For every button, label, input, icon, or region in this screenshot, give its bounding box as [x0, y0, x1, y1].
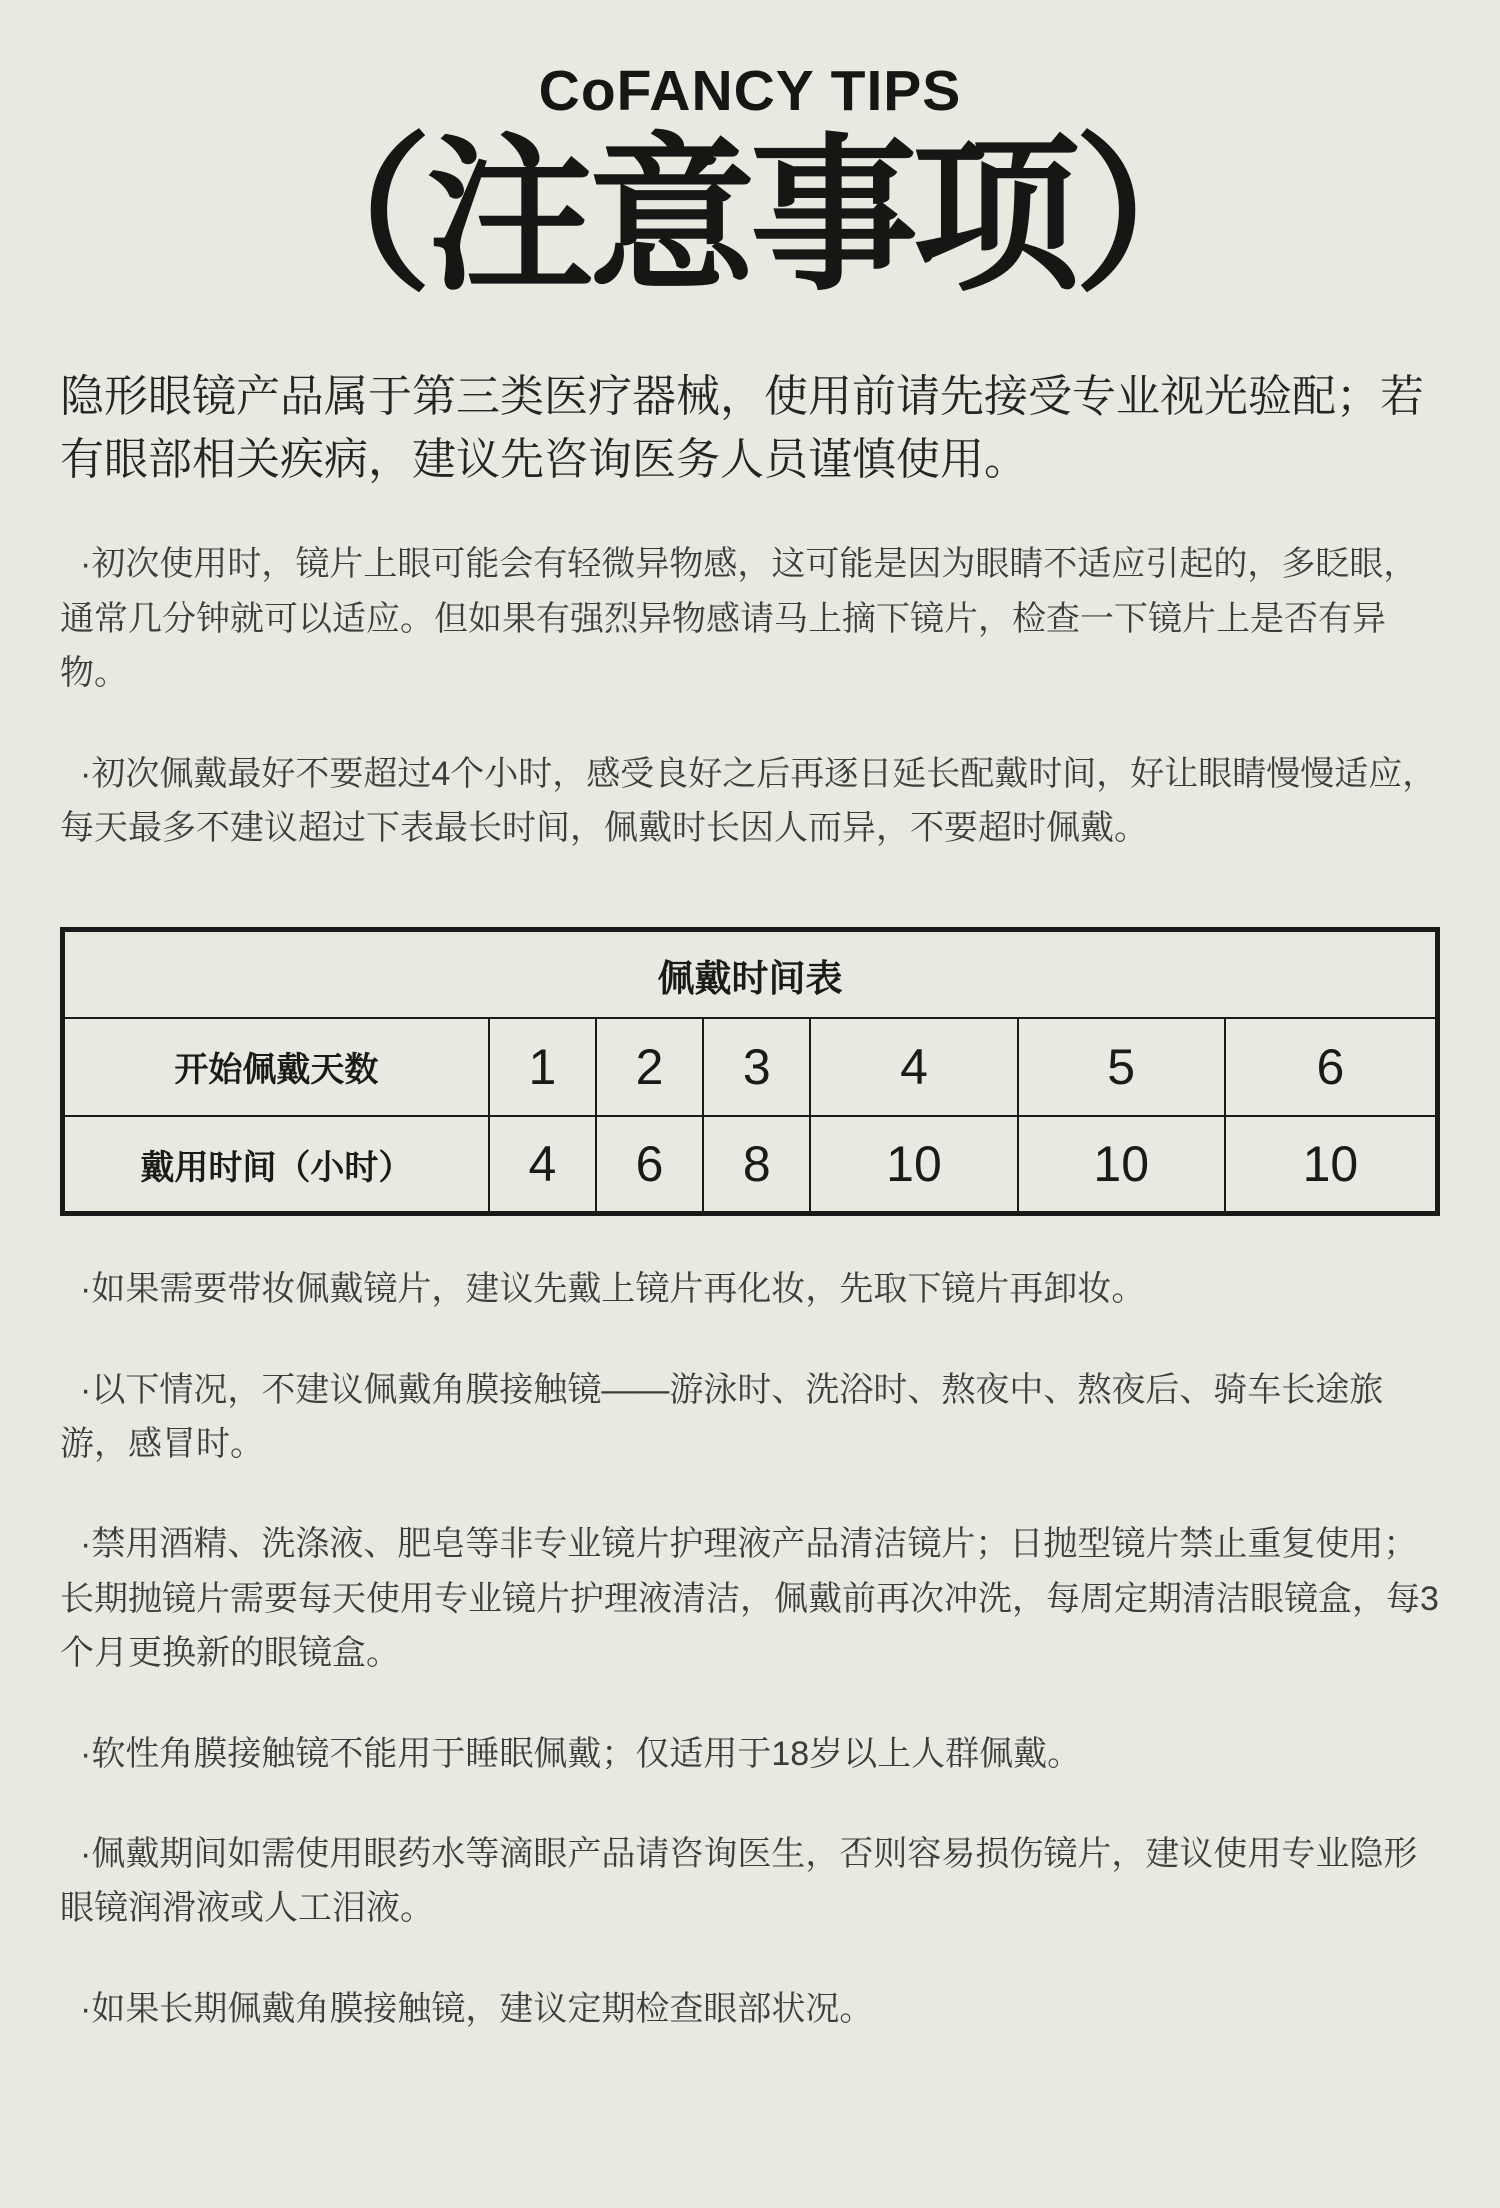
wearing-time-table [60, 927, 1440, 1216]
intro-paragraph: 隐形眼镜产品属于第三类医疗器械，使用前请先接受专业视光验配；若有眼部相关疾病，建议先咨询医务人员谨慎使用。 [60, 372, 1424, 484]
tips-before-table [60, 537, 1440, 855]
tip-item-regular-checkup: ·如果长期佩戴角膜接触镜，建议定期检查眼部状况。 [80, 1989, 874, 2028]
day-value: 5 [1018, 1018, 1225, 1116]
hour-value: 10 [810, 1116, 1017, 1214]
brand-title: CoFANCY TIPS [538, 59, 962, 123]
day-value: 4 [810, 1018, 1017, 1116]
hour-value: 4 [489, 1116, 596, 1214]
tip-item-avoid-situations: ·以下情况，不建议佩戴角膜接触镜——游泳时、洗浴时、熬夜中、熬夜后、骑车长途旅游，感冒时。 [60, 1370, 1384, 1464]
tip-item-eye-drops: ·佩戴期间如需使用眼药水等滴眼产品请咨询医生，否则容易损伤镜片，建议使用专业隐形眼镜润滑液或人工泪液。 [60, 1835, 1418, 1928]
tip-item-sleep-age: ·软性角膜接触镜不能用于睡眠佩戴；仅适用于18岁以上人群佩戴。 [80, 1734, 1082, 1773]
hour-value: 10 [1018, 1116, 1225, 1214]
tip-item-cleaning: ·禁用酒精、洗涤液、肥皂等非专业镜片护理液产品清洁镜片；日抛型镜片禁止重复使用；长期抛镜片需要每天使用专业镜片护理液清洁，佩戴前再次冲洗，每周定期清洁眼镜盒，每3个月更换新的眼镜盒。 [60, 1525, 1439, 1673]
table-row-hours [63, 1116, 1438, 1214]
hour-value: 10 [1225, 1116, 1438, 1214]
tip-item-makeup: ·如果需要带妆佩戴镜片，建议先戴上镜片再化妆，先取下镜片再卸妆。 [80, 1270, 1146, 1309]
table-row-days [63, 1018, 1438, 1116]
day-value: 6 [1225, 1018, 1438, 1116]
day-value: 2 [596, 1018, 703, 1116]
hour-value: 6 [596, 1116, 703, 1214]
row-label-days: 开始佩戴天数 [63, 1018, 489, 1116]
page-title: （注意事项） [264, 122, 1236, 310]
table-title-row [63, 930, 1438, 1018]
tips-after-table [60, 1262, 1440, 2036]
day-value: 3 [703, 1018, 810, 1116]
hour-value: 8 [703, 1116, 810, 1214]
row-label-hours: 戴用时间（小时） [63, 1116, 489, 1214]
tip-item-first-wear-duration: ·初次佩戴最好不要超过4个小时，感受良好之后再逐日延长配戴时间，好让眼睛慢慢适应，每天最多不建议超过下表最长时间，佩戴时长因人而异，不要超时佩戴。 [60, 754, 1437, 847]
tip-item-first-use: ·初次使用时，镜片上眼可能会有轻微异物感，这可能是因为眼睛不适应引起的，多眨眼，通常几分钟就可以适应。但如果有强烈异物感请马上摘下镜片，检查一下镜片上是否有异物。 [60, 545, 1418, 693]
table-title: 佩戴时间表 [63, 930, 1438, 1018]
day-value: 1 [489, 1018, 596, 1116]
